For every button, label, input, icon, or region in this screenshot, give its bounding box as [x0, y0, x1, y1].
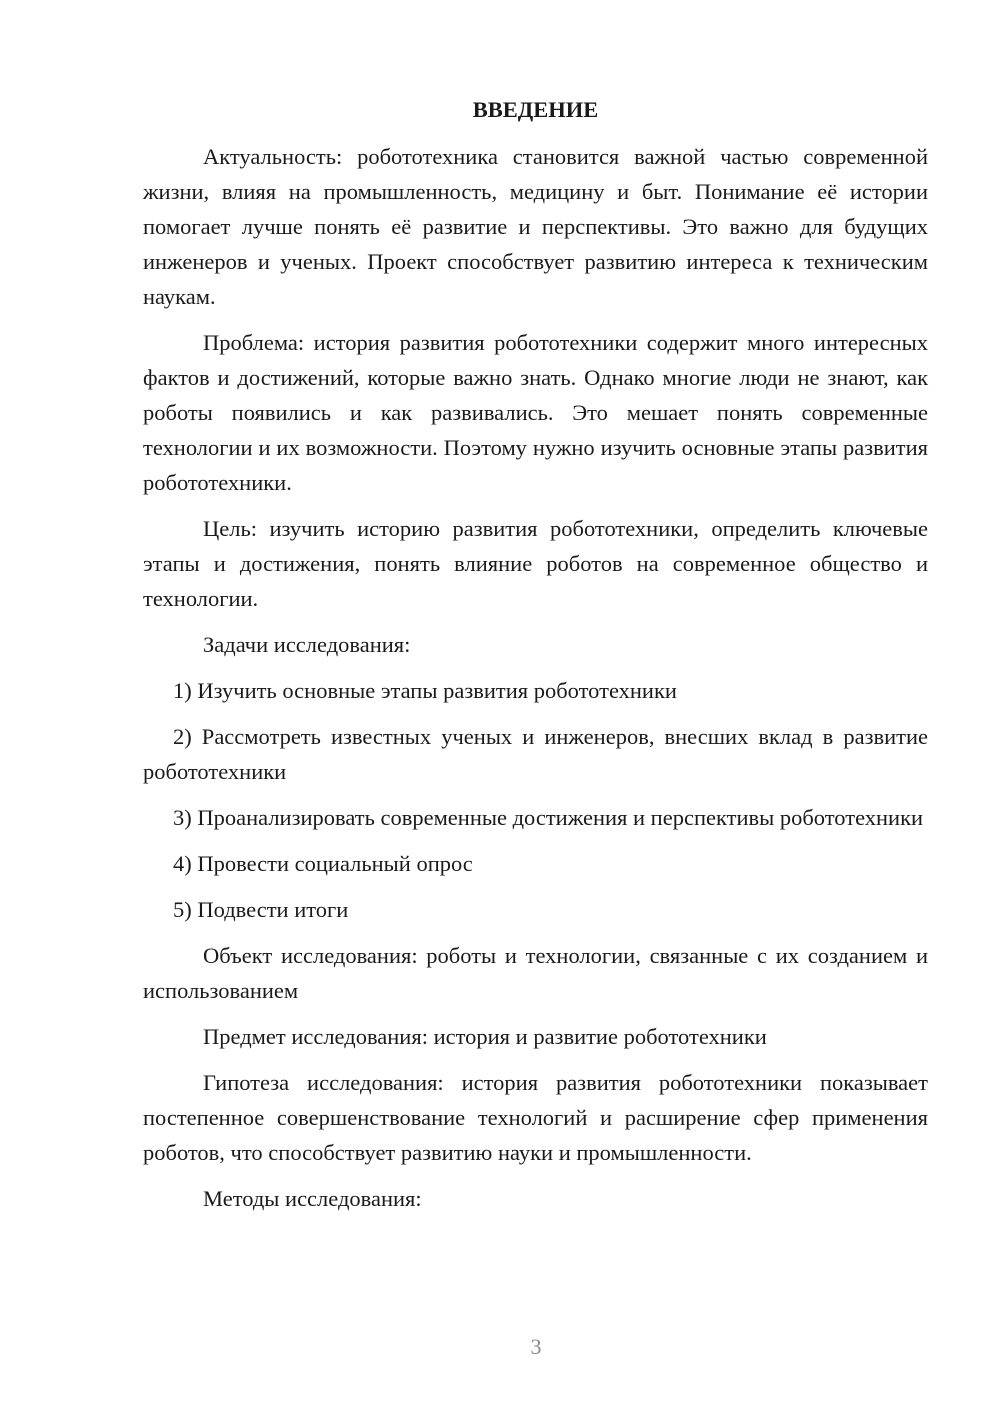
hypothesis-paragraph: Гипотеза исследования: история развития робототехники показывает постепенное совершенствование технологий и расширение сфер применения роботов, что способствует развитию науки и промышленности. [143, 1070, 928, 1165]
page-content [143, 92, 928, 1227]
tasks-title: Задачи исследования: [203, 632, 411, 657]
page-number: 3 [530, 1334, 542, 1359]
methods-title: Методы исследования: [203, 1186, 422, 1211]
task-item-4: 4) Провести социальный опрос [173, 851, 473, 876]
problem-paragraph: Проблема: история развития робототехники содержит много интересных фактов и достижений, которые важно знать. Однако многие люди не знают, как роботы появились и как развивались. Это мешает понять современные технологии и их возможности. Поэтому нужно изучить основные этапы развития робототехники. [143, 330, 928, 495]
relevance-paragraph: Актуальность: робототехника становится важной частью современной жизни, влияя на промышленность, медицину и быт. Понимание её истории помогает лучше понять её развитие и перспективы. Это важно для будущих инженеров и ученых. Проект способствует развитию интереса к техническим наукам. [143, 144, 928, 309]
object-paragraph: Объект исследования: роботы и технологии, связанные с их созданием и использованием [143, 943, 928, 1003]
task-item-1: 1) Изучить основные этапы развития робототехники [173, 678, 677, 703]
subject-paragraph: Предмет исследования: история и развитие робототехники [203, 1024, 767, 1049]
task-item-5: 5) Подвести итоги [173, 897, 349, 922]
section-heading: ВВЕДЕНИЕ [472, 97, 599, 122]
task-item-2: 2) Рассмотреть известных ученых и инженеров, внесших вклад в развитие робототехники [143, 724, 928, 784]
task-item-3: 3) Проанализировать современные достижения и перспективы робототехники [173, 805, 924, 830]
goal-paragraph: Цель: изучить историю развития робототехники, определить ключевые этапы и достижения, понять влияние роботов на современное общество и технологии. [143, 516, 928, 611]
